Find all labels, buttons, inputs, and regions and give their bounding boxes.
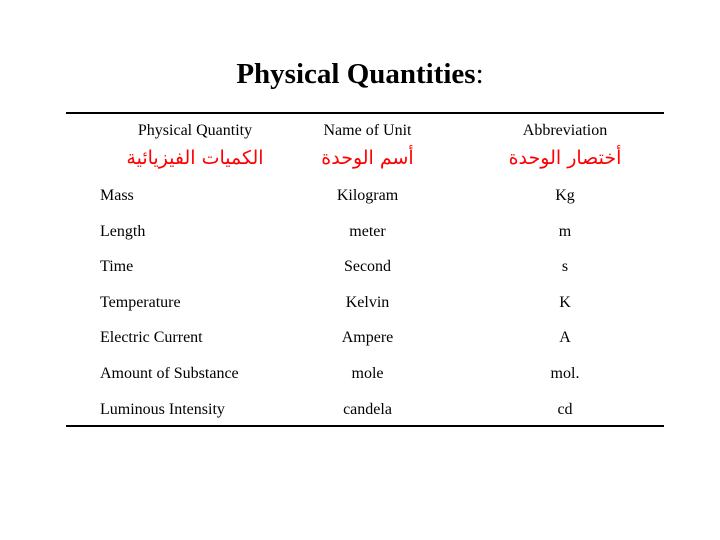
abbreviation-cell: K: [559, 293, 571, 311]
table-top-rule: [66, 112, 664, 114]
header-name-of-unit-en: Name of Unit: [323, 122, 412, 139]
header-physical-quantity-en: Physical Quantity: [137, 122, 253, 139]
abbreviation-cell: Kg: [555, 187, 575, 204]
quantity-cell: Amount of Substance: [100, 364, 239, 382]
quantity-cell: Luminous Intensity: [100, 400, 225, 418]
quantity-cell: Mass: [100, 187, 134, 204]
page-title-text: Physical Quantities: [236, 58, 476, 90]
unit-name-cell: candela: [343, 400, 392, 418]
page-title: [0, 58, 720, 91]
abbreviation-cell: m: [558, 222, 572, 240]
abbreviation-cell: A: [559, 329, 571, 347]
unit-name-cell: Ampere: [341, 329, 394, 347]
abbreviation-cell: s: [561, 258, 569, 276]
abbreviation-cell: mol.: [550, 364, 580, 382]
unit-name-cell: meter: [349, 222, 386, 240]
unit-name-cell: Kelvin: [345, 293, 390, 311]
header-abbreviation: [490, 121, 640, 170]
table-row: [0, 214, 720, 250]
quantity-cell: Electric Current: [100, 329, 203, 347]
table-row: [0, 285, 720, 321]
unit-name-cell: mole: [351, 364, 384, 382]
table-row: [0, 249, 720, 285]
unit-name-cell: Kilogram: [336, 187, 399, 204]
header-abbreviation-ar: أختصار الوحدة: [508, 147, 622, 169]
units-table-body: [0, 178, 720, 427]
table-bottom-rule: [66, 425, 664, 427]
quantity-cell: Time: [100, 258, 134, 276]
table-row: [0, 392, 720, 428]
header-name-of-unit: [290, 121, 445, 170]
unit-name-cell: Second: [343, 258, 392, 276]
page-title-colon: :: [475, 58, 484, 90]
quantity-cell: Temperature: [100, 293, 181, 311]
table-row: [0, 356, 720, 392]
header-abbreviation-en: Abbreviation: [522, 122, 608, 139]
header-name-of-unit-ar: أسم الوحدة: [321, 147, 414, 169]
table-row: [0, 320, 720, 356]
quantity-cell: Length: [100, 222, 146, 240]
header-physical-quantity-ar: الكميات الفيزيائية: [126, 147, 264, 169]
table-row: [0, 178, 720, 214]
abbreviation-cell: cd: [557, 400, 573, 418]
header-physical-quantity: [100, 121, 290, 170]
